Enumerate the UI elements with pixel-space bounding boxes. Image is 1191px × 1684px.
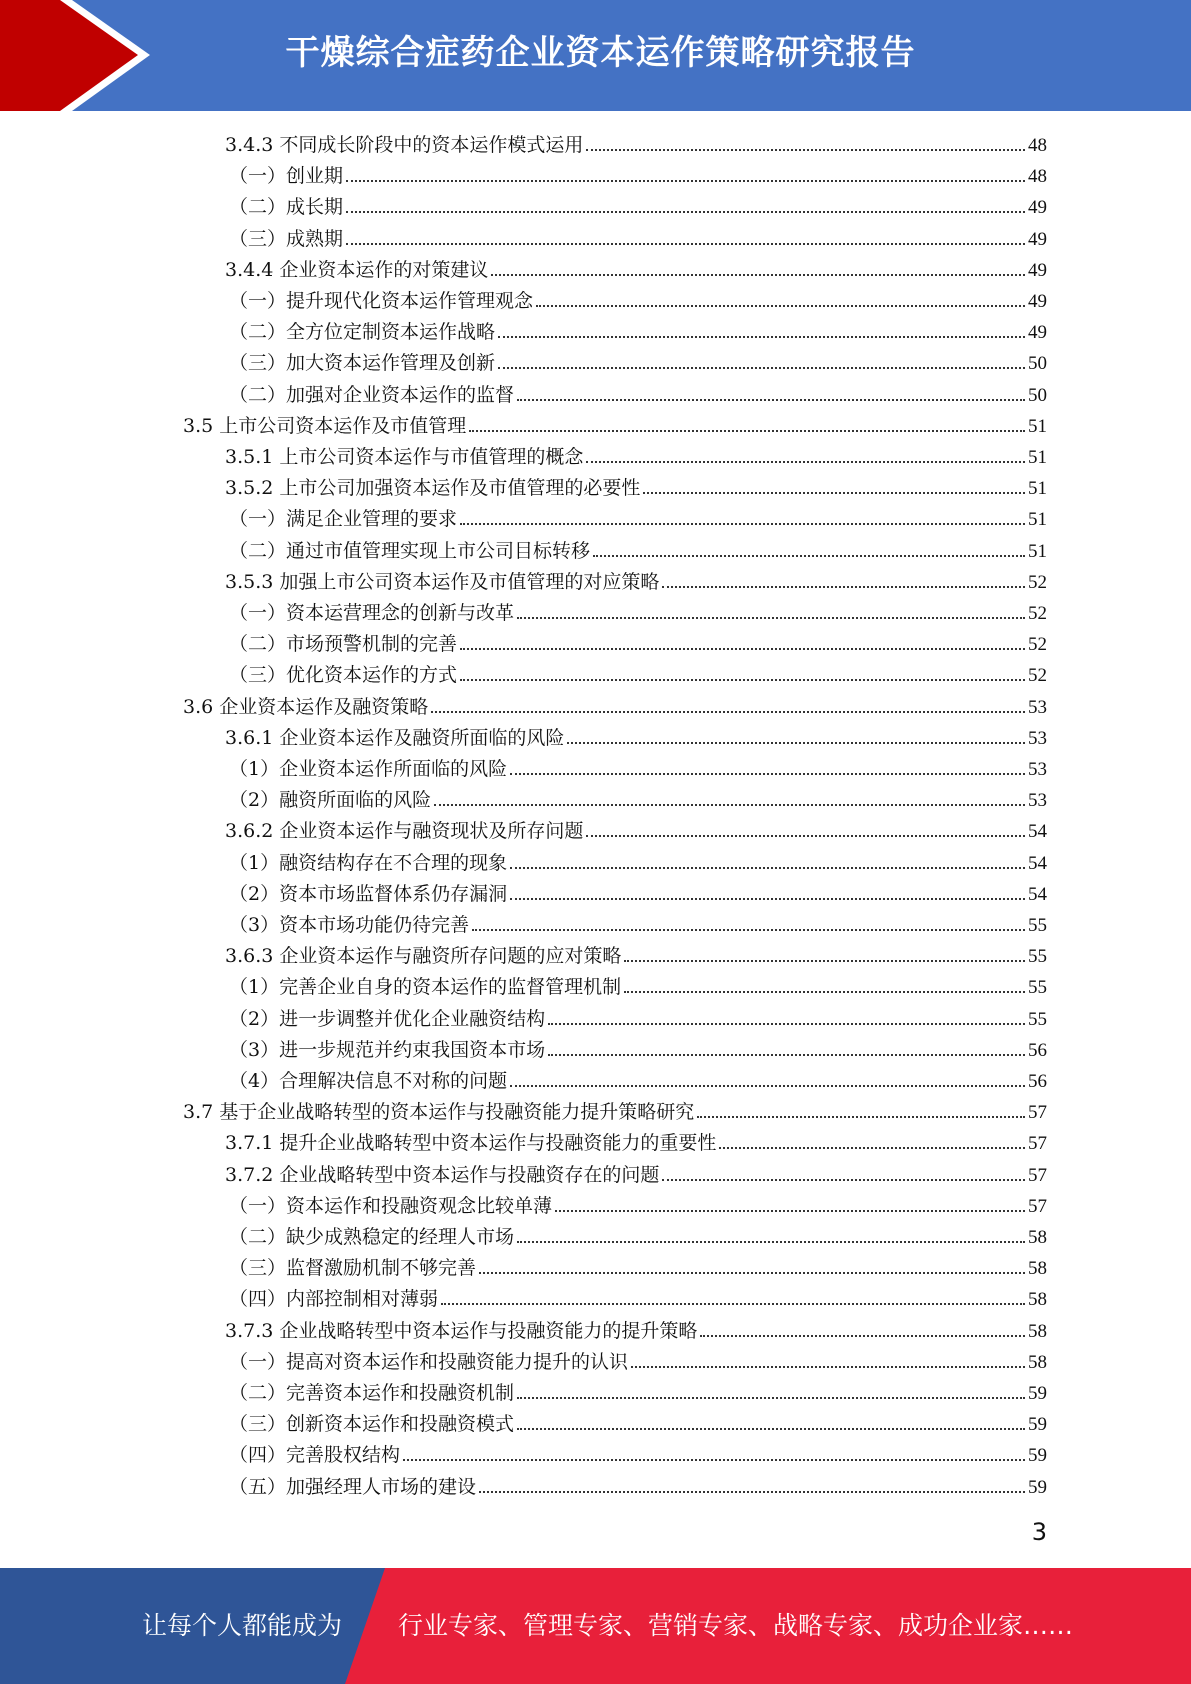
toc-entry[interactable]	[229, 1218, 1047, 1249]
toc-entry-label: 3.5 上市公司资本运作及市值管理	[183, 414, 467, 437]
toc-entry-label: （四）完善股权结构	[229, 1444, 401, 1467]
toc-dot-leader	[498, 335, 1025, 338]
toc-dot-leader	[662, 1178, 1025, 1181]
toc-entry-label: （2）资本市场监督体系仍存漏洞	[229, 882, 508, 905]
toc-entry-label: 3.6.2 企业资本运作与融资现状及所存问题	[225, 820, 584, 843]
toc-entry-label: （一）资本运作和投融资观念比较单薄	[229, 1194, 553, 1217]
toc-entry[interactable]	[229, 376, 1047, 407]
toc-entry[interactable]	[225, 1124, 1047, 1155]
toc-dot-leader	[346, 179, 1025, 182]
toc-entry-page: 52	[1028, 603, 1047, 624]
toc-dot-leader	[662, 585, 1025, 588]
toc-entry-label: 3.7.2 企业战略转型中资本运作与投融资存在的问题	[225, 1163, 660, 1186]
toc-entry-page: 53	[1028, 759, 1047, 780]
page-footer	[0, 1568, 1191, 1684]
toc-entry[interactable]	[225, 469, 1047, 500]
toc-entry-label: 3.7.3 企业战略转型中资本运作与投融资能力的提升策略	[225, 1319, 698, 1342]
toc-entry-label: （1）完善企业自身的资本运作的监督管理机制	[229, 976, 622, 999]
toc-entry-page: 51	[1028, 478, 1047, 500]
toc-entry-page: 50	[1028, 353, 1047, 375]
toc-entry-page: 49	[1028, 197, 1047, 219]
toc-entry-page: 52	[1028, 634, 1047, 656]
toc-entry-page: 53	[1028, 696, 1047, 718]
toc-entry[interactable]	[225, 126, 1047, 157]
toc-entry-page: 57	[1028, 1102, 1047, 1124]
toc-entry[interactable]	[225, 1156, 1047, 1187]
toc-entry[interactable]	[229, 1405, 1047, 1436]
toc-entry[interactable]	[229, 1280, 1047, 1311]
toc-entry[interactable]	[229, 656, 1047, 687]
toc-entry[interactable]	[229, 344, 1047, 375]
toc-entry[interactable]	[229, 844, 1047, 875]
toc-entry-page: 53	[1028, 727, 1047, 749]
toc-entry[interactable]	[229, 968, 1047, 999]
toc-entry-page: 57	[1028, 1133, 1047, 1155]
toc-dot-leader	[536, 304, 1025, 307]
footer-tagline: 行业专家、管理专家、营销专家、战略专家、成功企业家……	[398, 1611, 1074, 1640]
toc-entry[interactable]	[183, 1093, 1047, 1124]
toc-entry-label: （二）缺少成熟稳定的经理人市场	[229, 1226, 515, 1248]
toc-entry-page: 55	[1028, 1008, 1047, 1030]
toc-dot-leader	[510, 1084, 1025, 1087]
toc-entry-label: （二）加强对企业资本运作的监督	[229, 383, 515, 406]
toc-entry-label: 3.4.3 不同成长阶段中的资本运作模式运用	[225, 134, 584, 156]
toc-entry[interactable]	[229, 220, 1047, 251]
toc-entry-page: 56	[1028, 1039, 1047, 1061]
toc-entry[interactable]	[229, 1249, 1047, 1280]
toc-entry-label: （一）资本运营理念的创新与改革	[229, 602, 515, 624]
toc-dot-leader	[517, 1240, 1025, 1243]
toc-entry-page: 48	[1028, 135, 1047, 156]
toc-entry[interactable]	[229, 532, 1047, 563]
toc-entry[interactable]	[229, 1000, 1047, 1031]
toc-entry-page: 51	[1028, 415, 1047, 437]
toc-entry-label: 3.5.3 加强上市公司资本运作及市值管理的对应策略	[225, 570, 660, 593]
toc-entry-label: 3.5.1 上市公司资本运作与市值管理的概念	[225, 446, 584, 468]
toc-dot-leader	[479, 1271, 1025, 1274]
toc-dot-leader	[460, 678, 1025, 681]
page-number: 3	[1031, 1518, 1047, 1546]
toc-entry[interactable]	[225, 563, 1047, 594]
toc-entry-page: 59	[1028, 1414, 1047, 1436]
toc-entry-label: （一）创业期	[229, 165, 344, 188]
toc-dot-leader	[510, 897, 1025, 900]
toc-dot-leader	[434, 803, 1025, 806]
toc-dot-leader	[697, 1115, 1025, 1118]
toc-entry-label: （三）优化资本运作的方式	[229, 664, 458, 687]
toc-entry-page: 51	[1028, 509, 1047, 531]
toc-entry-label: 3.6.1 企业资本运作及融资所面临的风险	[225, 726, 565, 749]
toc-entry[interactable]	[229, 1031, 1047, 1062]
toc-dot-leader	[517, 616, 1025, 619]
toc-entry-label: （一）提高对资本运作和投融资能力提升的认识	[229, 1350, 629, 1373]
toc-entry-label: 3.6.3 企业资本运作与融资所存问题的应对策略	[225, 945, 622, 968]
toc-dot-leader	[491, 273, 1025, 276]
toc-entry-page: 54	[1028, 852, 1047, 874]
toc-entry[interactable]	[183, 688, 1047, 719]
toc-entry[interactable]	[229, 1187, 1047, 1218]
toc-entry-page: 56	[1028, 1071, 1047, 1092]
toc-entry-page: 59	[1028, 1383, 1047, 1404]
toc-entry-label: （三）成熟期	[229, 227, 344, 250]
toc-entry-label: （二）全方位定制资本运作战略	[229, 321, 496, 344]
toc-entry[interactable]	[225, 719, 1047, 750]
toc-dot-leader	[719, 1146, 1025, 1149]
toc-dot-leader	[631, 1365, 1025, 1368]
toc-entry-page: 51	[1028, 540, 1047, 562]
toc-dot-leader	[510, 772, 1025, 775]
toc-entry-page: 57	[1028, 1164, 1047, 1186]
toc-entry-page: 52	[1028, 665, 1047, 687]
toc-entry-label: （二）完善资本运作和投融资机制	[229, 1382, 515, 1404]
toc-dot-leader	[479, 1490, 1025, 1493]
toc-entry-page: 59	[1028, 1476, 1047, 1498]
toc-dot-leader	[460, 647, 1025, 650]
toc-entry-page: 49	[1028, 291, 1047, 312]
toc-entry[interactable]	[225, 251, 1047, 282]
toc-entry-page: 54	[1028, 821, 1047, 843]
toc-entry[interactable]	[229, 1062, 1047, 1093]
toc-dot-leader	[346, 242, 1025, 245]
toc-entry-page: 58	[1028, 1258, 1047, 1280]
toc-entry-label: 3.7 基于企业战略转型的资本运作与投融资能力提升策略研究	[183, 1101, 695, 1124]
toc-dot-leader	[517, 398, 1025, 401]
toc-entry[interactable]	[229, 750, 1047, 781]
toc-entry-page: 49	[1028, 259, 1047, 281]
toc-entry-label: （3）进一步规范并约束我国资本市场	[229, 1038, 546, 1061]
toc-entry-label: （二）市场预警机制的完善	[229, 633, 458, 656]
toc-dot-leader	[700, 1334, 1025, 1337]
toc-entry-page: 49	[1028, 322, 1047, 344]
toc-entry-page: 55	[1028, 915, 1047, 936]
toc-dot-leader	[517, 1396, 1025, 1399]
toc-entry-label: （五）加强经理人市场的建设	[229, 1475, 477, 1498]
toc-entry[interactable]	[229, 625, 1047, 656]
toc-dot-leader	[548, 1053, 1025, 1056]
toc-entry-label: （1）企业资本运作所面临的风险	[229, 758, 508, 780]
toc-dot-leader	[441, 1302, 1025, 1305]
toc-dot-leader	[586, 460, 1025, 463]
toc-entry-page: 49	[1028, 228, 1047, 250]
toc-entry-page: 58	[1028, 1351, 1047, 1373]
toc-entry[interactable]	[229, 500, 1047, 531]
toc-dot-leader	[548, 1022, 1025, 1025]
toc-entry-page: 55	[1028, 977, 1047, 999]
toc-entry[interactable]	[229, 781, 1047, 812]
toc-entry-page: 58	[1028, 1289, 1047, 1311]
report-title: 干燥综合症药企业资本运作策略研究报告	[285, 33, 916, 73]
toc-entry[interactable]	[183, 407, 1047, 438]
toc-dot-leader	[555, 1209, 1025, 1212]
toc-entry-page: 50	[1028, 384, 1047, 406]
toc-dot-leader	[346, 210, 1025, 213]
toc-entry-label: 3.6 企业资本运作及融资策略	[183, 695, 429, 718]
toc-entry[interactable]	[225, 937, 1047, 968]
toc-entry[interactable]	[229, 282, 1047, 313]
toc-entry[interactable]	[229, 906, 1047, 937]
toc-entry[interactable]	[229, 1436, 1047, 1467]
toc-dot-leader	[460, 522, 1025, 525]
toc-entry-label: （1）融资结构存在不合理的现象	[229, 851, 508, 874]
toc-dot-leader	[510, 866, 1025, 869]
toc-entry[interactable]	[229, 313, 1047, 344]
toc-entry-page: 51	[1028, 447, 1047, 468]
toc-entry-page: 53	[1028, 790, 1047, 812]
toc-entry-page: 52	[1028, 571, 1047, 593]
toc-dot-leader	[593, 554, 1025, 557]
toc-entry-page: 58	[1028, 1227, 1047, 1248]
toc-entry[interactable]	[229, 188, 1047, 219]
red-chevron-icon	[0, 0, 160, 111]
toc-entry[interactable]	[225, 1312, 1047, 1343]
toc-entry[interactable]	[229, 1468, 1047, 1499]
toc-dot-leader	[431, 710, 1025, 713]
toc-entry[interactable]	[229, 875, 1047, 906]
toc-entry-page: 57	[1028, 1195, 1047, 1217]
toc-dot-leader	[586, 834, 1025, 837]
toc-entry[interactable]	[229, 1343, 1047, 1374]
toc-entry-label: （二）成长期	[229, 196, 344, 219]
toc-entry-label: 3.7.1 提升企业战略转型中资本运作与投融资能力的重要性	[225, 1132, 717, 1155]
toc-entry-label: （2）融资所面临的风险	[229, 789, 432, 812]
toc-entry-label: 3.4.4 企业资本运作的对策建议	[225, 258, 489, 281]
footer-lead-text: 让每个人都能成为	[142, 1611, 343, 1640]
toc-entry-label: （三）加大资本运作管理及创新	[229, 352, 496, 375]
toc-entry-label: （三）监督激励机制不够完善	[229, 1257, 477, 1280]
toc-dot-leader	[403, 1458, 1025, 1461]
toc-entry-label: （一）提升现代化资本运作管理观念	[229, 290, 534, 312]
report-header	[0, 0, 1191, 111]
toc-dot-leader	[498, 366, 1025, 369]
toc-dot-leader	[624, 959, 1025, 962]
toc-entry-label: （4）合理解决信息不对称的问题	[229, 1070, 508, 1092]
toc-entry-label: （二）通过市值管理实现上市公司目标转移	[229, 539, 591, 562]
toc-entry[interactable]	[229, 157, 1047, 188]
toc-entry[interactable]	[225, 438, 1047, 469]
toc-entry-label: （四）内部控制相对薄弱	[229, 1288, 439, 1311]
toc-dot-leader	[469, 429, 1025, 432]
toc-entry[interactable]	[225, 812, 1047, 843]
toc-entry-page: 48	[1028, 166, 1047, 188]
toc-entry-page: 55	[1028, 946, 1047, 968]
toc-dot-leader	[624, 990, 1025, 993]
toc-dot-leader	[472, 928, 1025, 931]
toc-dot-leader	[586, 148, 1025, 151]
toc-entry-page: 54	[1028, 883, 1047, 905]
toc-entry-label: （2）进一步调整并优化企业融资结构	[229, 1007, 546, 1030]
toc-entry-page: 59	[1028, 1445, 1047, 1467]
toc-dot-leader	[517, 1427, 1025, 1430]
toc-entry-page: 58	[1028, 1320, 1047, 1342]
toc-dot-leader	[567, 741, 1025, 744]
toc-entry[interactable]	[229, 1374, 1047, 1405]
toc-dot-leader	[643, 491, 1025, 494]
toc-entry[interactable]	[229, 594, 1047, 625]
toc-entry-label: （3）资本市场功能仍待完善	[229, 914, 470, 936]
toc-entry-label: （三）创新资本运作和投融资模式	[229, 1413, 515, 1436]
toc-entry-label: 3.5.2 上市公司加强资本运作及市值管理的必要性	[225, 477, 641, 500]
toc-entry-label: （一）满足企业管理的要求	[229, 508, 458, 531]
